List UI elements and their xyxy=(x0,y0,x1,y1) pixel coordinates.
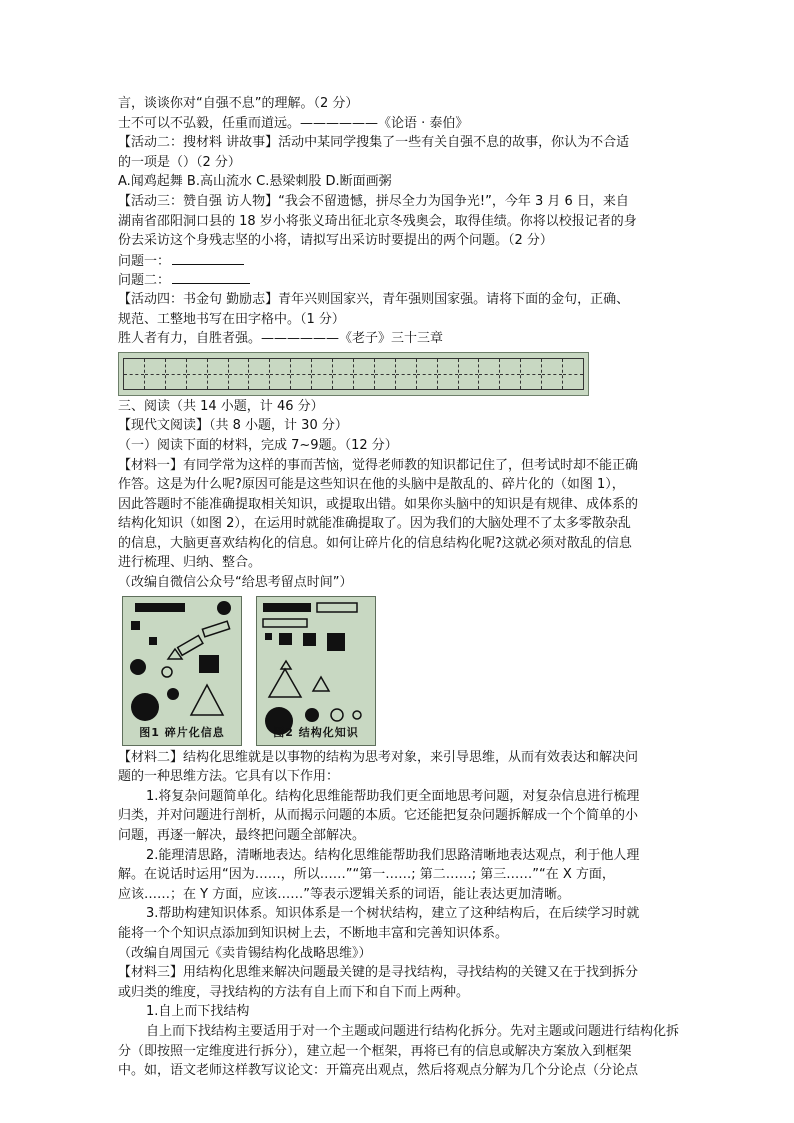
quote-line: 胜人者有力，自胜者强。——————《老子》三十三章 xyxy=(118,331,444,347)
question-two-blank[interactable] xyxy=(172,270,250,284)
activity-four-line: 【活动四：书金句 勤励志】青年兴则国家兴，青年强则国家强。请将下面的金句，正确、 xyxy=(118,291,630,307)
source-line: （改编自周国元《卖肯锡结构化战略思维》） xyxy=(118,945,372,961)
figures-row xyxy=(122,596,686,746)
grid-cell[interactable] xyxy=(417,359,438,389)
grid-cell[interactable] xyxy=(354,359,375,389)
writing-grid[interactable] xyxy=(118,352,589,396)
text-line: 湖南省邵阳洞口县的 18 岁小将张义琦出征北京冬残奥会，取得佳绩。你将以校报记者的身 xyxy=(118,213,637,229)
tianzige-grid xyxy=(123,358,584,390)
grid-cell[interactable] xyxy=(333,359,354,389)
grid-cell[interactable] xyxy=(438,359,459,389)
grid-cell[interactable] xyxy=(291,359,312,389)
point-three-line: 3.帮助构建知识体系。知识体系是一个树状结构，建立了这种结构后，在后续学习时就 xyxy=(146,906,640,922)
text-line: 自上而下找结构主要适用于对一个主题或问题进行结构化拆分。先对主题或问题进行结构化拆 xyxy=(146,1023,680,1039)
grid-cell[interactable] xyxy=(187,359,208,389)
text-line: 因此答题时不能准确提取相关知识，或提取出错。如果你头脑中的知识是有规律、成体系的 xyxy=(118,496,639,512)
point-one-line: 1.将复杂问题简单化。结构化思维能帮助我们更全面地思考问题，对复杂信息进行梳理 xyxy=(146,788,640,804)
question-two-label: 问题二： xyxy=(118,273,171,289)
text-line: 或归类的维度，寻找结构的方法有自上而下和自下而上两种。 xyxy=(118,984,470,1000)
text-line: 的信息，大脑更喜欢结构化的信息。如何让碎片化的信息结构化呢?这就必须对散乱的信息 xyxy=(118,535,632,551)
document-page xyxy=(118,94,686,1081)
grid-cell[interactable] xyxy=(459,359,480,389)
options-line: A.闻鸡起舞 B.高山流水 C.悬梁刺股 D.断面画粥 xyxy=(118,174,392,190)
quote-line: 士不可以不弘毅，任重而道远。——————《论语 · 泰伯》 xyxy=(118,115,469,131)
question-two-line xyxy=(118,270,686,290)
grid-cell[interactable] xyxy=(249,359,270,389)
text-line: 言，谈谈你对“自强不息”的理解。（2 分） xyxy=(118,96,359,111)
text-line: 能将一个个知识点添加到知识树上去，不断地丰富和完善知识体系。 xyxy=(118,926,509,941)
subheading-line: 1.自上而下找结构 xyxy=(146,1004,250,1020)
grid-cell[interactable] xyxy=(124,359,145,389)
section-heading: 三、阅读（共 14 小题，计 46 分） xyxy=(118,398,324,414)
activity-two-line: 【活动二：搜材料 讲故事】活动中某同学搜集了一些有关自强不息的故事，你认为不合适 xyxy=(118,135,630,151)
grid-cell[interactable] xyxy=(208,359,229,389)
figure-one-caption: 图1 碎片化信息 xyxy=(139,726,225,740)
activity-three-line: 【活动三：赞自强 访人物】“我会不留遗憾，拼尽全力为国争光!”，今年 3 月 6 日，来自 xyxy=(118,193,629,209)
grid-cell[interactable] xyxy=(479,359,500,389)
figure-structured xyxy=(256,596,376,746)
grid-cell[interactable] xyxy=(521,359,542,389)
question-instruction: （一）阅读下面的材料，完成 7~9题。（12 分） xyxy=(118,437,398,453)
grid-cell[interactable] xyxy=(145,359,166,389)
text-line: 份去采访这个身残志坚的小将，请拟写出采访时要提出的两个问题。（2 分） xyxy=(118,233,553,249)
text-line: 的一项是（）（2 分） xyxy=(118,154,241,170)
text-line: 应该……；在 Y 方面，应该……”等表示逻辑关系的词语，能让表达更加清晰。 xyxy=(118,886,570,902)
text-line: 结构化知识（如图 2），在运用时就能准确提取了。因为我们的大脑处理不了太多零散杂乱 xyxy=(118,516,631,532)
text-line: 题的一种思维方法。它具有以下作用： xyxy=(118,769,340,785)
text-line: 问题，再逐一解决，最终把问题全部解决。 xyxy=(118,828,366,844)
text-line: 规范、工整地书写在田字格中。（1 分） xyxy=(118,311,345,327)
grid-cell[interactable] xyxy=(542,359,563,389)
grid-cell[interactable] xyxy=(396,359,417,389)
material-one-line: 【材料一】有同学常为这样的事而苦恼，觉得老师教的知识都记住了，但考试时却不能正确 xyxy=(118,457,639,473)
question-one-blank[interactable] xyxy=(172,251,244,265)
text-line: 归类，并对问题进行剖析，从而揭示问题的本质。它还能把复杂问题拆解成一个个简单的小 xyxy=(118,808,639,824)
text-line: 分（即按照一定维度进行拆分），建立起一个框架，再将已有的信息或解决方案放入到框架 xyxy=(118,1043,632,1059)
question-one-line xyxy=(118,251,686,271)
grid-cell[interactable] xyxy=(563,359,583,389)
text-line: 中。如，语文老师这样教写议论文：开篇亮出观点，然后将观点分解为几个分论点（分论点 xyxy=(118,1063,639,1079)
grid-cell[interactable] xyxy=(229,359,250,389)
subsection-heading: 【现代文阅读】（共 8 小题，计 30 分） xyxy=(118,418,348,434)
grid-cell[interactable] xyxy=(375,359,396,389)
grid-cell[interactable] xyxy=(500,359,521,389)
figure-fragmented xyxy=(122,596,242,746)
source-line: （改编自微信公众号“给思考留点时间”） xyxy=(118,575,353,591)
figure-two-caption: 图2 结构化知识 xyxy=(273,726,359,740)
material-two-line: 【材料二】结构化思维就是以事物的结构为思考对象，来引导思维，从而有效表达和解决问 xyxy=(118,749,639,765)
material-three-line: 【材料三】用结构化思维来解决问题最关键的是寻找结构，寻找结构的关键又在于找到拆分 xyxy=(118,965,639,981)
grid-cell[interactable] xyxy=(270,359,291,389)
grid-cell[interactable] xyxy=(312,359,333,389)
question-one-label: 问题一： xyxy=(118,253,171,269)
text-line: 进行梳理、归纳、整合。 xyxy=(118,555,262,571)
text-line: 作答。这是为什么呢?原因可能是这些知识在他的头脑中是散乱的、碎片化的（如图 1）， xyxy=(118,477,625,493)
text-line: 解。在说话时运用“因为……，所以……”“第一……; 第二……; 第三……”“在 X 方面， xyxy=(118,867,615,883)
point-two-line: 2.能理清思路，清晰地表达。结构化思维能帮助我们思路清晰地表达观点，利于他人理 xyxy=(146,847,640,863)
grid-cell[interactable] xyxy=(166,359,187,389)
